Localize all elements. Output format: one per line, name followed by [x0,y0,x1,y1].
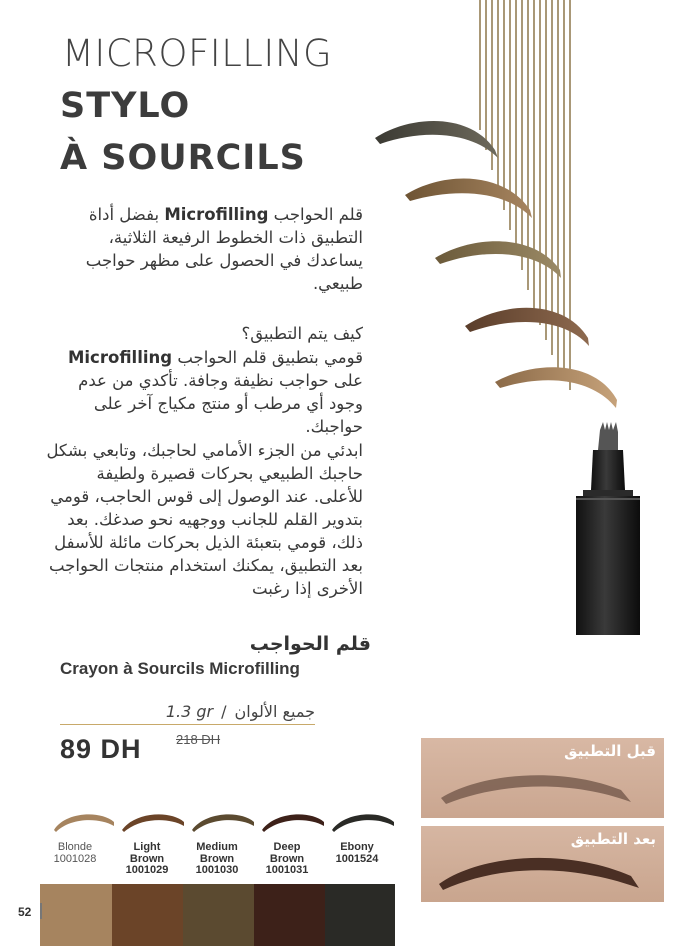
color-strip-deep-brown [254,884,325,946]
page-number: 52 [18,905,32,919]
microfilling-pen-image [573,420,643,635]
shade-label-ebony: Ebony 1001524 [335,841,379,865]
shade-label-deep-brown: Deep Brown 1001031 [265,841,309,876]
shade-brow-light-brown [122,814,184,832]
shade-label-blonde: Blonde 1001028 [53,841,97,865]
color-strip-blonde [40,884,112,946]
all-colors-label: جميع الألوان [234,702,315,721]
howto-paragraph-1: قومي بتطبيق قلم الحواجب Microfilling على حواجب نظيفة وجافة. تأكدي من عدم وجود أي مرطب أو منتج مكياج آخر على حواجبك. [67,348,363,436]
before-label: قبل التطبيق [564,742,656,760]
size-line [60,702,315,721]
color-strip-medium-brown [183,884,254,946]
shade-brow-blonde [54,814,114,832]
shade-brow-ebony [332,814,394,832]
gold-divider [60,724,315,725]
separator: / [221,702,227,721]
shade-brow-medium-brown [192,814,254,832]
after-photo [421,826,664,902]
product-weight: 1.3 gr [165,702,214,721]
title-line-2: STYLO [60,86,191,126]
product-name-arabic: قلم الحواجب [249,633,371,655]
title-line-3: À SOURCILS [60,138,306,178]
color-strip-light-brown [112,884,183,946]
shade-label-medium-brown: Medium Brown 1001030 [195,841,239,876]
old-price: 218 DH [176,732,221,747]
brand-name: Microfilling [164,205,269,224]
title-line-1: MICROFILLING [62,32,333,75]
page-number-bar [40,903,42,919]
product-name-french: Crayon à Sourcils Microfilling [60,659,300,678]
howto-paragraph-2: ابدئي من الجزء الأمامي لحاجبك، وتابعي بشكل حاجبك الطبيعي بحركات قصيرة ولطيفة للأعلى. عند الوصول إلى قوس الحاجب، قومي بتدوير القلم للجانب ووجهيه نحو صدغك. بعد ذلك، قومي بتعبئة الذيل بحركات مائلة للأسفل بعد التطبيق، يمكنك استخدام منتجات الحواجب الأخرى إذا رغبت [46,441,363,598]
after-label: بعد التطبيق [570,830,656,848]
shade-brow-swatches [50,804,400,838]
price: 89 DH [60,734,142,764]
color-strip-ebony [325,884,395,946]
shade-label-light-brown: Light Brown 1001029 [125,841,169,876]
howto-question: كيف يتم التطبيق؟ [241,324,363,343]
shade-brow-deep-brown [262,814,324,832]
brow-strokes-illustration [370,110,620,420]
brand-name: Microfilling [67,348,173,367]
intro-paragraph: قلم الحواجب Microfilling بفضل أداة التطبيق ذات الخطوط الرفيعة الثلاثية، يساعدك في الحصول على مظهر حواجب طبيعي. [85,205,363,293]
before-photo [421,738,664,818]
